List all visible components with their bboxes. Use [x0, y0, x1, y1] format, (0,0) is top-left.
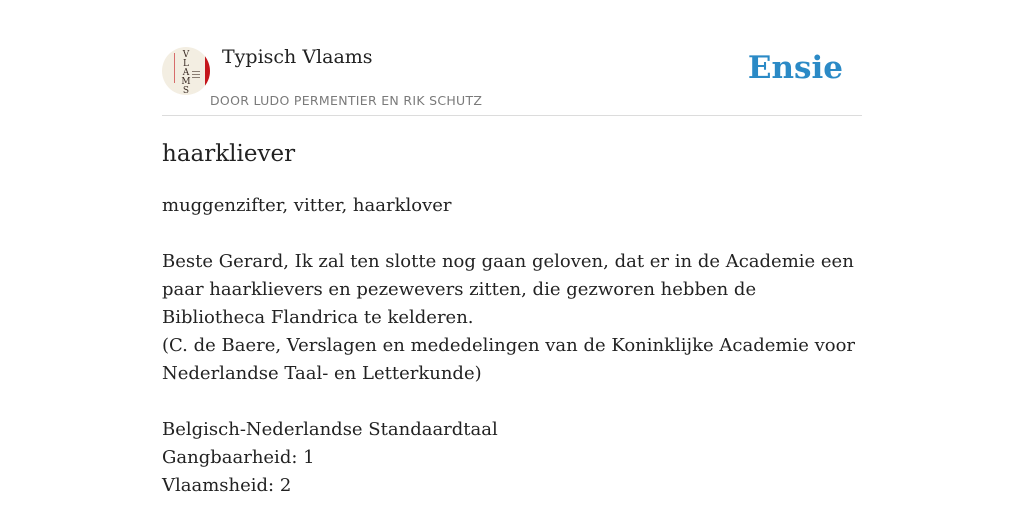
definition: muggenzifter, vitter, haarklover — [162, 195, 452, 216]
example-quote — [162, 248, 862, 388]
book-cover-icon[interactable] — [162, 47, 210, 95]
cover-spine — [205, 47, 210, 95]
cover-letters: V L A M S — [181, 50, 191, 95]
vlaamsheid-value: Vlaamsheid: 2 — [162, 475, 292, 496]
entry-content — [162, 138, 862, 500]
quote-source: (C. de Baere, Verslagen en mededelingen van de Koninklijke Academie voor Nederlandse Taal- en Letterkunde) — [162, 335, 856, 384]
page-header — [162, 40, 862, 116]
book-title[interactable]: Typisch Vlaams — [222, 46, 373, 68]
cover-line — [174, 53, 175, 83]
gangbaarheid-value: Gangbaarheid: 1 — [162, 447, 315, 468]
headword: haarkliever — [162, 141, 296, 167]
language-label: Belgisch-Nederlandse Standaardtaal — [162, 419, 498, 440]
quote-text: Beste Gerard, Ik zal ten slotte nog gaan geloven, dat er in de Academie een paar haarklievers en pezewevers zitten, die gezworen hebben de Bibliotheca Flandrica te kelderen. — [162, 251, 854, 328]
ensie-logo[interactable]: Ensie — [747, 50, 843, 86]
book-authors: DOOR LUDO PERMENTIER EN RIK SCHUTZ — [210, 93, 483, 108]
entry-meta — [162, 416, 862, 500]
cover-text-lines — [192, 71, 200, 72]
